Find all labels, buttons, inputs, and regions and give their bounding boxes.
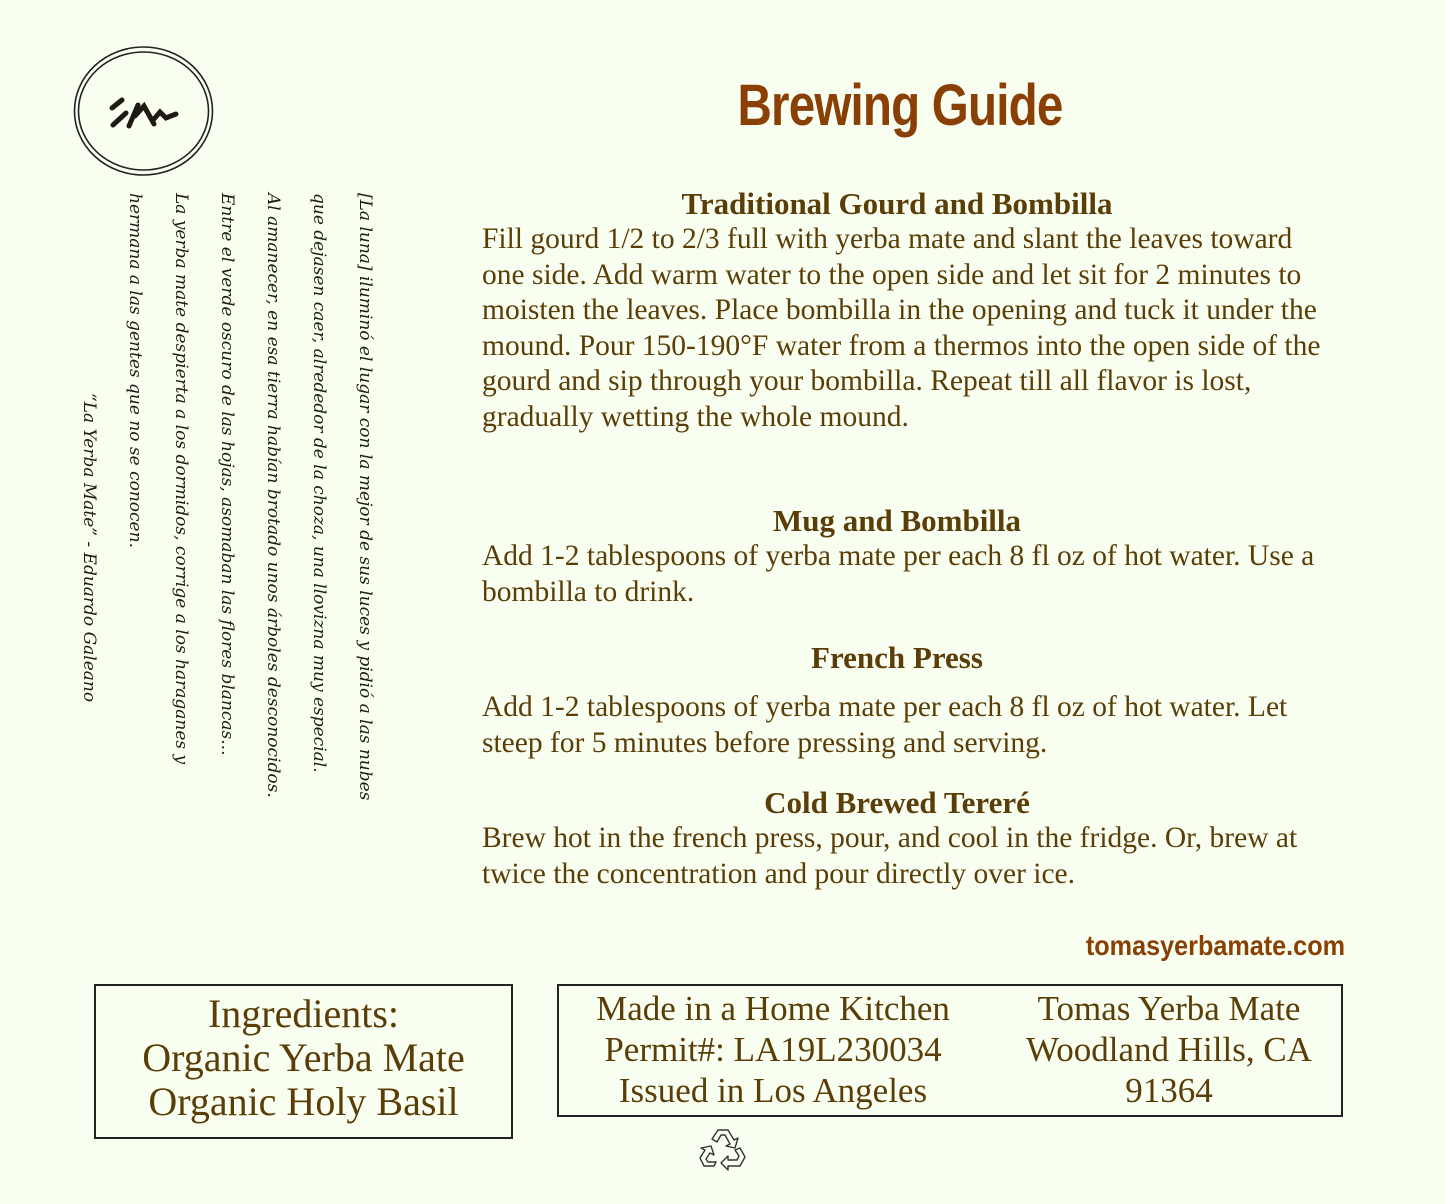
info-line: 91364 — [1125, 1071, 1213, 1110]
ingredients-heading: Ingredients: — [207, 991, 400, 1036]
quote-line: hermana a las gentes que no se conocen. — [125, 193, 145, 548]
ingredient-item: Organic Holy Basil — [148, 1079, 459, 1124]
tym-monogram-icon — [72, 44, 215, 178]
galeano-quote — [79, 193, 388, 801]
section-mug-bombilla — [482, 503, 1322, 610]
quote-line: Entre el verde oscuro de las hojas, asomaban las flores blancas... — [217, 193, 237, 756]
permit-info — [561, 988, 985, 1111]
quote-line: La yerba mate despierta a los dormidos, corrige a los haraganes y — [171, 193, 191, 765]
quote-attribution: “La Yerba Mate” - Eduardo Galeano — [79, 393, 99, 703]
quote-line: Al amanecer, en esa tierra habían brotado unos árboles desconocidos. — [263, 193, 283, 798]
section-heading: Mug and Bombilla — [772, 503, 1022, 538]
page-title: Brewing Guide — [737, 73, 1063, 138]
ingredients-box — [94, 984, 513, 1139]
info-line: Permit#: LA19L230034 — [604, 1030, 942, 1069]
section-heading: Cold Brewed Tereré — [764, 785, 1030, 820]
section-heading: French Press — [811, 640, 983, 675]
info-line: Issued in Los Angeles — [618, 1071, 928, 1110]
brand-logo — [72, 44, 215, 178]
quote-line: que dejasen caer, alrededor de la choza, una llovizna muy especial. — [309, 193, 329, 773]
quote-line: [La luna] iluminó el lugar con la mejor de sus luces y pidió a las nubes — [355, 193, 375, 801]
info-line: Woodland Hills, CA — [1026, 1030, 1312, 1069]
info-line: Tomas Yerba Mate — [1037, 989, 1301, 1028]
section-cold-brew — [482, 785, 1322, 892]
recycle-icon — [698, 1126, 748, 1172]
section-body: Fill gourd 1/2 to 2/3 full with yerba mate and slant the leaves toward one side. Add warm water to the open side and let sit for 2 minutes to moisten the leaves. Place bombilla in the opening and tuck it under the mound. Pour 150-190°F water from a thermos into the open side of the gourd and sip through your bombilla. Repeat till all flavor is lost, gradually wetting the whole mound. — [482, 223, 1321, 433]
section-heading: Traditional Gourd and Bombilla — [681, 186, 1113, 221]
info-line: Made in a Home Kitchen — [596, 989, 950, 1028]
section-body: Add 1-2 tablespoons of yerba mate per each 8 fl oz of hot water. Let steep for 5 minutes before pressing and serving. — [482, 691, 1288, 759]
company-address — [999, 988, 1339, 1111]
section-french-press — [482, 640, 1322, 761]
section-body: Add 1-2 tablespoons of yerba mate per each 8 fl oz of hot water. Use a bombilla to drink. — [482, 540, 1315, 608]
producer-info-box — [557, 984, 1343, 1117]
website-url: tomasyerbamate.com — [1085, 930, 1345, 961]
section-traditional-gourd — [482, 186, 1322, 435]
ingredient-item: Organic Yerba Mate — [142, 1035, 465, 1080]
section-body: Brew hot in the french press, pour, and cool in the fridge. Or, brew at twice the concentration and pour directly over ice. — [482, 822, 1298, 890]
